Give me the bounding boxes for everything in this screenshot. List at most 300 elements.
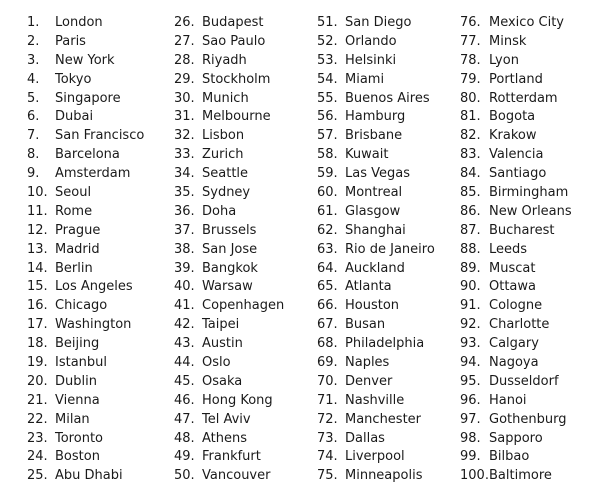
list-item: [317, 392, 435, 411]
city-name: Dusseldorf: [489, 373, 559, 389]
rank-number: 75.: [317, 468, 338, 484]
city-name: Washington: [55, 317, 132, 333]
list-item: [460, 127, 572, 146]
city-name: Brisbane: [345, 128, 403, 144]
rank-number: 42.: [174, 317, 195, 333]
list-item: [460, 33, 572, 52]
city-name: Zurich: [202, 147, 244, 163]
list-item: [317, 354, 435, 373]
rank-number: 26.: [174, 15, 195, 30]
city-name: Valencia: [489, 147, 544, 163]
city-name: Munich: [202, 90, 249, 106]
city-name: San Jose: [202, 241, 258, 257]
city-name: Orlando: [345, 33, 397, 49]
list-item: [174, 71, 284, 90]
city-name: Houston: [345, 298, 400, 314]
rank-number: 8.: [27, 147, 40, 163]
list-item: [460, 392, 572, 411]
city-name: Riyadh: [202, 52, 247, 68]
city-name: Milan: [55, 411, 90, 427]
rank-number: 36.: [174, 203, 195, 219]
city-name: Atlanta: [345, 279, 392, 295]
rank-number: 66.: [317, 298, 338, 314]
rank-number: 14.: [27, 260, 48, 276]
list-item: [317, 278, 435, 297]
list-item: [174, 335, 284, 354]
city-name: Brussels: [202, 222, 257, 238]
rank-number: 65.: [317, 279, 338, 295]
city-name: Nagoya: [489, 355, 539, 371]
list-item: [317, 14, 435, 33]
rank-number: 91.: [460, 298, 481, 314]
rank-number: 78.: [460, 52, 481, 68]
list-column-1: [27, 14, 144, 486]
list-item: [27, 335, 144, 354]
rank-number: 37.: [174, 222, 195, 238]
list-item: [174, 184, 284, 203]
list-item: [27, 90, 144, 109]
list-item: [460, 90, 572, 109]
rank-number: 67.: [317, 317, 338, 333]
rank-number: 88.: [460, 241, 481, 257]
city-name: Glasgow: [345, 203, 401, 219]
rank-number: 69.: [317, 355, 338, 371]
list-item: [27, 316, 144, 335]
city-name: Dubai: [55, 109, 94, 125]
rank-number: 97.: [460, 411, 481, 427]
city-name: Seoul: [55, 185, 92, 201]
rank-number: 5.: [27, 90, 40, 106]
list-item: [174, 430, 284, 449]
rank-number: 72.: [317, 411, 338, 427]
city-name: Shanghai: [345, 222, 406, 238]
city-name: Istanbul: [55, 355, 108, 371]
list-item: [174, 354, 284, 373]
city-name: Dallas: [345, 430, 385, 446]
rank-number: 4.: [27, 71, 40, 87]
list-item: [174, 316, 284, 335]
city-name: Auckland: [345, 260, 405, 276]
list-item: [174, 52, 284, 71]
list-item: [174, 448, 284, 467]
city-name: Vienna: [55, 392, 100, 408]
city-name: Leeds: [489, 241, 528, 257]
city-name: Bilbao: [489, 449, 530, 465]
rank-number: 45.: [174, 373, 195, 389]
city-name: Seattle: [202, 166, 249, 182]
list-item: [174, 108, 284, 127]
list-item: [317, 373, 435, 392]
rank-number: 46.: [174, 392, 195, 408]
city-name: Stockholm: [202, 71, 271, 87]
city-name: Mexico City: [489, 15, 565, 30]
list-column-3: [317, 14, 435, 486]
rank-number: 87.: [460, 222, 481, 238]
list-item: [27, 127, 144, 146]
rank-number: 19.: [27, 355, 48, 371]
list-item: [27, 14, 144, 33]
rank-number: 93.: [460, 336, 481, 352]
city-name: Miami: [345, 71, 385, 87]
city-name: Liverpool: [345, 449, 405, 465]
rank-number: 61.: [317, 203, 338, 219]
list-item: [27, 108, 144, 127]
rank-number: 53.: [317, 52, 338, 68]
city-name: Barcelona: [55, 147, 120, 163]
rank-number: 10.: [27, 185, 48, 201]
list-item: [174, 260, 284, 279]
rank-number: 31.: [174, 109, 195, 125]
list-item: [317, 71, 435, 90]
list-item: [317, 52, 435, 71]
rank-number: 76.: [460, 15, 481, 30]
city-name: Los Angeles: [55, 279, 133, 295]
rank-number: 98.: [460, 430, 481, 446]
city-name: Hanoi: [489, 392, 527, 408]
list-item: [317, 448, 435, 467]
rank-number: 49.: [174, 449, 195, 465]
list-item: [317, 108, 435, 127]
rank-number: 41.: [174, 298, 195, 314]
rank-number: 48.: [174, 430, 195, 446]
list-item: [27, 52, 144, 71]
list-item: [317, 297, 435, 316]
rank-number: 96.: [460, 392, 481, 408]
list-item: [27, 203, 144, 222]
rank-number: 24.: [27, 449, 48, 465]
list-item: [27, 184, 144, 203]
list-item: [27, 241, 144, 260]
list-item: [460, 467, 572, 486]
rank-number: 84.: [460, 166, 481, 182]
rank-number: 43.: [174, 336, 195, 352]
list-item: [317, 127, 435, 146]
list-item: [174, 467, 284, 486]
city-name: Abu Dhabi: [55, 468, 123, 484]
rank-number: 3.: [27, 52, 40, 68]
rank-number: 11.: [27, 203, 48, 219]
list-item: [460, 203, 572, 222]
rank-number: 18.: [27, 336, 48, 352]
list-item: [317, 203, 435, 222]
list-item: [174, 127, 284, 146]
city-name: Paris: [55, 33, 86, 49]
list-item: [174, 146, 284, 165]
rank-number: 55.: [317, 90, 338, 106]
city-name: Frankfurt: [202, 449, 261, 465]
list-item: [317, 411, 435, 430]
city-name: Amsterdam: [55, 166, 131, 182]
list-item: [317, 146, 435, 165]
rank-number: 79.: [460, 71, 481, 87]
rank-number: 50.: [174, 468, 195, 484]
list-item: [27, 71, 144, 90]
rank-number: 60.: [317, 185, 338, 201]
city-name: Bogota: [489, 109, 536, 125]
city-name: Minsk: [489, 33, 527, 49]
rank-number: 28.: [174, 52, 195, 68]
rank-number: 34.: [174, 166, 195, 182]
city-name: Hong Kong: [202, 392, 273, 408]
list-column-4: [460, 14, 572, 486]
city-name: Denver: [345, 373, 393, 389]
rank-number: 74.: [317, 449, 338, 465]
list-item: [460, 354, 572, 373]
list-item: [460, 222, 572, 241]
list-item: [174, 14, 284, 33]
rank-number: 82.: [460, 128, 481, 144]
rank-number: 89.: [460, 260, 481, 276]
rank-number: 27.: [174, 33, 195, 49]
list-item: [317, 430, 435, 449]
rank-number: 94.: [460, 355, 481, 371]
city-name: Calgary: [489, 336, 539, 352]
rank-number: 64.: [317, 260, 338, 276]
list-item: [460, 165, 572, 184]
city-name: Buenos Aires: [345, 90, 430, 106]
rank-number: 100.: [460, 468, 489, 484]
city-name: Taipei: [202, 317, 240, 333]
list-item: [27, 165, 144, 184]
city-name: Ottawa: [489, 279, 536, 295]
rank-number: 99.: [460, 449, 481, 465]
rank-number: 90.: [460, 279, 481, 295]
rank-number: 85.: [460, 185, 481, 201]
city-name: Montreal: [345, 185, 403, 201]
rank-number: 52.: [317, 33, 338, 49]
list-item: [174, 297, 284, 316]
rank-number: 73.: [317, 430, 338, 446]
list-item: [27, 373, 144, 392]
city-name: Manchester: [345, 411, 422, 427]
list-item: [460, 184, 572, 203]
city-name: Krakow: [489, 128, 537, 144]
city-name: Minneapolis: [345, 468, 423, 484]
rank-number: 83.: [460, 147, 481, 163]
city-name: Lisbon: [202, 128, 245, 144]
rank-number: 23.: [27, 430, 48, 446]
rank-number: 1.: [27, 15, 40, 30]
city-name: Bangkok: [202, 260, 258, 276]
city-name: Prague: [55, 222, 101, 238]
list-item: [317, 90, 435, 109]
city-name: San Francisco: [55, 128, 145, 144]
rank-number: 68.: [317, 336, 338, 352]
rank-number: 17.: [27, 317, 48, 333]
rank-number: 71.: [317, 392, 338, 408]
city-name: Birmingham: [489, 185, 569, 201]
city-name: Toronto: [55, 430, 103, 446]
list-item: [460, 335, 572, 354]
city-name: London: [55, 15, 103, 30]
city-name: Cologne: [489, 298, 543, 314]
rank-number: 62.: [317, 222, 338, 238]
city-name: Busan: [345, 317, 386, 333]
list-item: [460, 71, 572, 90]
list-item: [174, 222, 284, 241]
list-item: [27, 146, 144, 165]
city-name: New York: [55, 52, 115, 68]
rank-number: 15.: [27, 279, 48, 295]
rank-number: 12.: [27, 222, 48, 238]
city-name: Austin: [202, 336, 243, 352]
list-item: [460, 430, 572, 449]
list-item: [27, 278, 144, 297]
list-item: [174, 392, 284, 411]
rank-number: 20.: [27, 373, 48, 389]
list-item: [317, 260, 435, 279]
list-column-2: [174, 14, 284, 486]
rank-number: 29.: [174, 71, 195, 87]
city-name: Philadelphia: [345, 336, 425, 352]
city-name: Rome: [55, 203, 93, 219]
list-item: [27, 33, 144, 52]
city-name: Boston: [55, 449, 100, 465]
city-name: Charlotte: [489, 317, 550, 333]
rank-number: 77.: [460, 33, 481, 49]
city-name: Bucharest: [489, 222, 555, 238]
rank-number: 30.: [174, 90, 195, 106]
city-name: Sao Paulo: [202, 33, 266, 49]
rank-number: 81.: [460, 109, 481, 125]
rank-number: 13.: [27, 241, 48, 257]
city-name: Baltimore: [489, 468, 552, 484]
rank-number: 2.: [27, 33, 40, 49]
rank-number: 58.: [317, 147, 338, 163]
list-item: [174, 203, 284, 222]
rank-number: 6.: [27, 109, 40, 125]
rank-number: 22.: [27, 411, 48, 427]
rank-number: 39.: [174, 260, 195, 276]
rank-number: 32.: [174, 128, 195, 144]
city-name: Las Vegas: [345, 166, 410, 182]
rank-number: 25.: [27, 468, 48, 484]
city-name: Helsinki: [345, 52, 397, 68]
city-name: Muscat: [489, 260, 536, 276]
rank-number: 16.: [27, 298, 48, 314]
city-name: Dublin: [55, 373, 97, 389]
rank-number: 51.: [317, 15, 338, 30]
list-item: [174, 373, 284, 392]
city-name: New Orleans: [489, 203, 572, 219]
city-name: Rotterdam: [489, 90, 558, 106]
rank-number: 21.: [27, 392, 48, 408]
list-item: [317, 222, 435, 241]
rank-number: 38.: [174, 241, 195, 257]
city-name: Sydney: [202, 185, 251, 201]
city-name: Chicago: [55, 298, 108, 314]
list-item: [27, 430, 144, 449]
list-item: [460, 260, 572, 279]
list-item: [27, 297, 144, 316]
city-name: Tel Aviv: [202, 411, 251, 427]
list-item: [27, 448, 144, 467]
rank-number: 92.: [460, 317, 481, 333]
rank-number: 47.: [174, 411, 195, 427]
rank-number: 35.: [174, 185, 195, 201]
list-item: [27, 222, 144, 241]
rank-number: 95.: [460, 373, 481, 389]
city-name: Athens: [202, 430, 248, 446]
city-name: Warsaw: [202, 279, 253, 295]
list-item: [460, 108, 572, 127]
list-item: [460, 411, 572, 430]
rank-number: 70.: [317, 373, 338, 389]
city-name: Copenhagen: [202, 298, 285, 314]
rank-number: 40.: [174, 279, 195, 295]
city-name: Vancouver: [202, 468, 271, 484]
city-name: Kuwait: [345, 147, 389, 163]
city-name: Santiago: [489, 166, 547, 182]
city-name: Beijing: [55, 336, 100, 352]
rank-number: 80.: [460, 90, 481, 106]
city-name: Singapore: [55, 90, 121, 106]
rank-number: 33.: [174, 147, 195, 163]
city-name: San Diego: [345, 15, 412, 30]
list-item: [460, 448, 572, 467]
list-item: [27, 411, 144, 430]
rank-number: 54.: [317, 71, 338, 87]
list-item: [460, 297, 572, 316]
rank-number: 86.: [460, 203, 481, 219]
list-item: [460, 278, 572, 297]
list-item: [317, 316, 435, 335]
list-item: [460, 316, 572, 335]
city-name: Rio de Janeiro: [345, 241, 435, 257]
list-item: [317, 165, 435, 184]
list-item: [174, 90, 284, 109]
city-name: Tokyo: [55, 71, 92, 87]
city-name: Gothenburg: [489, 411, 567, 427]
list-item: [27, 467, 144, 486]
list-item: [317, 184, 435, 203]
list-item: [460, 241, 572, 260]
list-item: [27, 260, 144, 279]
list-item: [317, 467, 435, 486]
city-name: Oslo: [202, 355, 231, 371]
list-item: [460, 14, 572, 33]
list-item: [460, 146, 572, 165]
rank-number: 56.: [317, 109, 338, 125]
city-name: Lyon: [489, 52, 519, 68]
list-item: [174, 278, 284, 297]
list-item: [317, 33, 435, 52]
city-name: Doha: [202, 203, 237, 219]
rank-number: 63.: [317, 241, 338, 257]
city-name: Madrid: [55, 241, 100, 257]
rank-number: 9.: [27, 166, 40, 182]
rank-number: 57.: [317, 128, 338, 144]
city-name: Melbourne: [202, 109, 271, 125]
city-name: Nashville: [345, 392, 405, 408]
list-item: [317, 241, 435, 260]
city-name: Hamburg: [345, 109, 406, 125]
list-item: [27, 392, 144, 411]
list-item: [174, 241, 284, 260]
city-name: Budapest: [202, 15, 264, 30]
city-name: Berlin: [55, 260, 93, 276]
list-item: [460, 52, 572, 71]
city-name: Portland: [489, 71, 543, 87]
list-item: [174, 165, 284, 184]
list-item: [317, 335, 435, 354]
rank-number: 7.: [27, 128, 40, 144]
city-name: Sapporo: [489, 430, 543, 446]
city-name: Osaka: [202, 373, 243, 389]
list-item: [460, 373, 572, 392]
list-item: [174, 33, 284, 52]
rank-number: 59.: [317, 166, 338, 182]
